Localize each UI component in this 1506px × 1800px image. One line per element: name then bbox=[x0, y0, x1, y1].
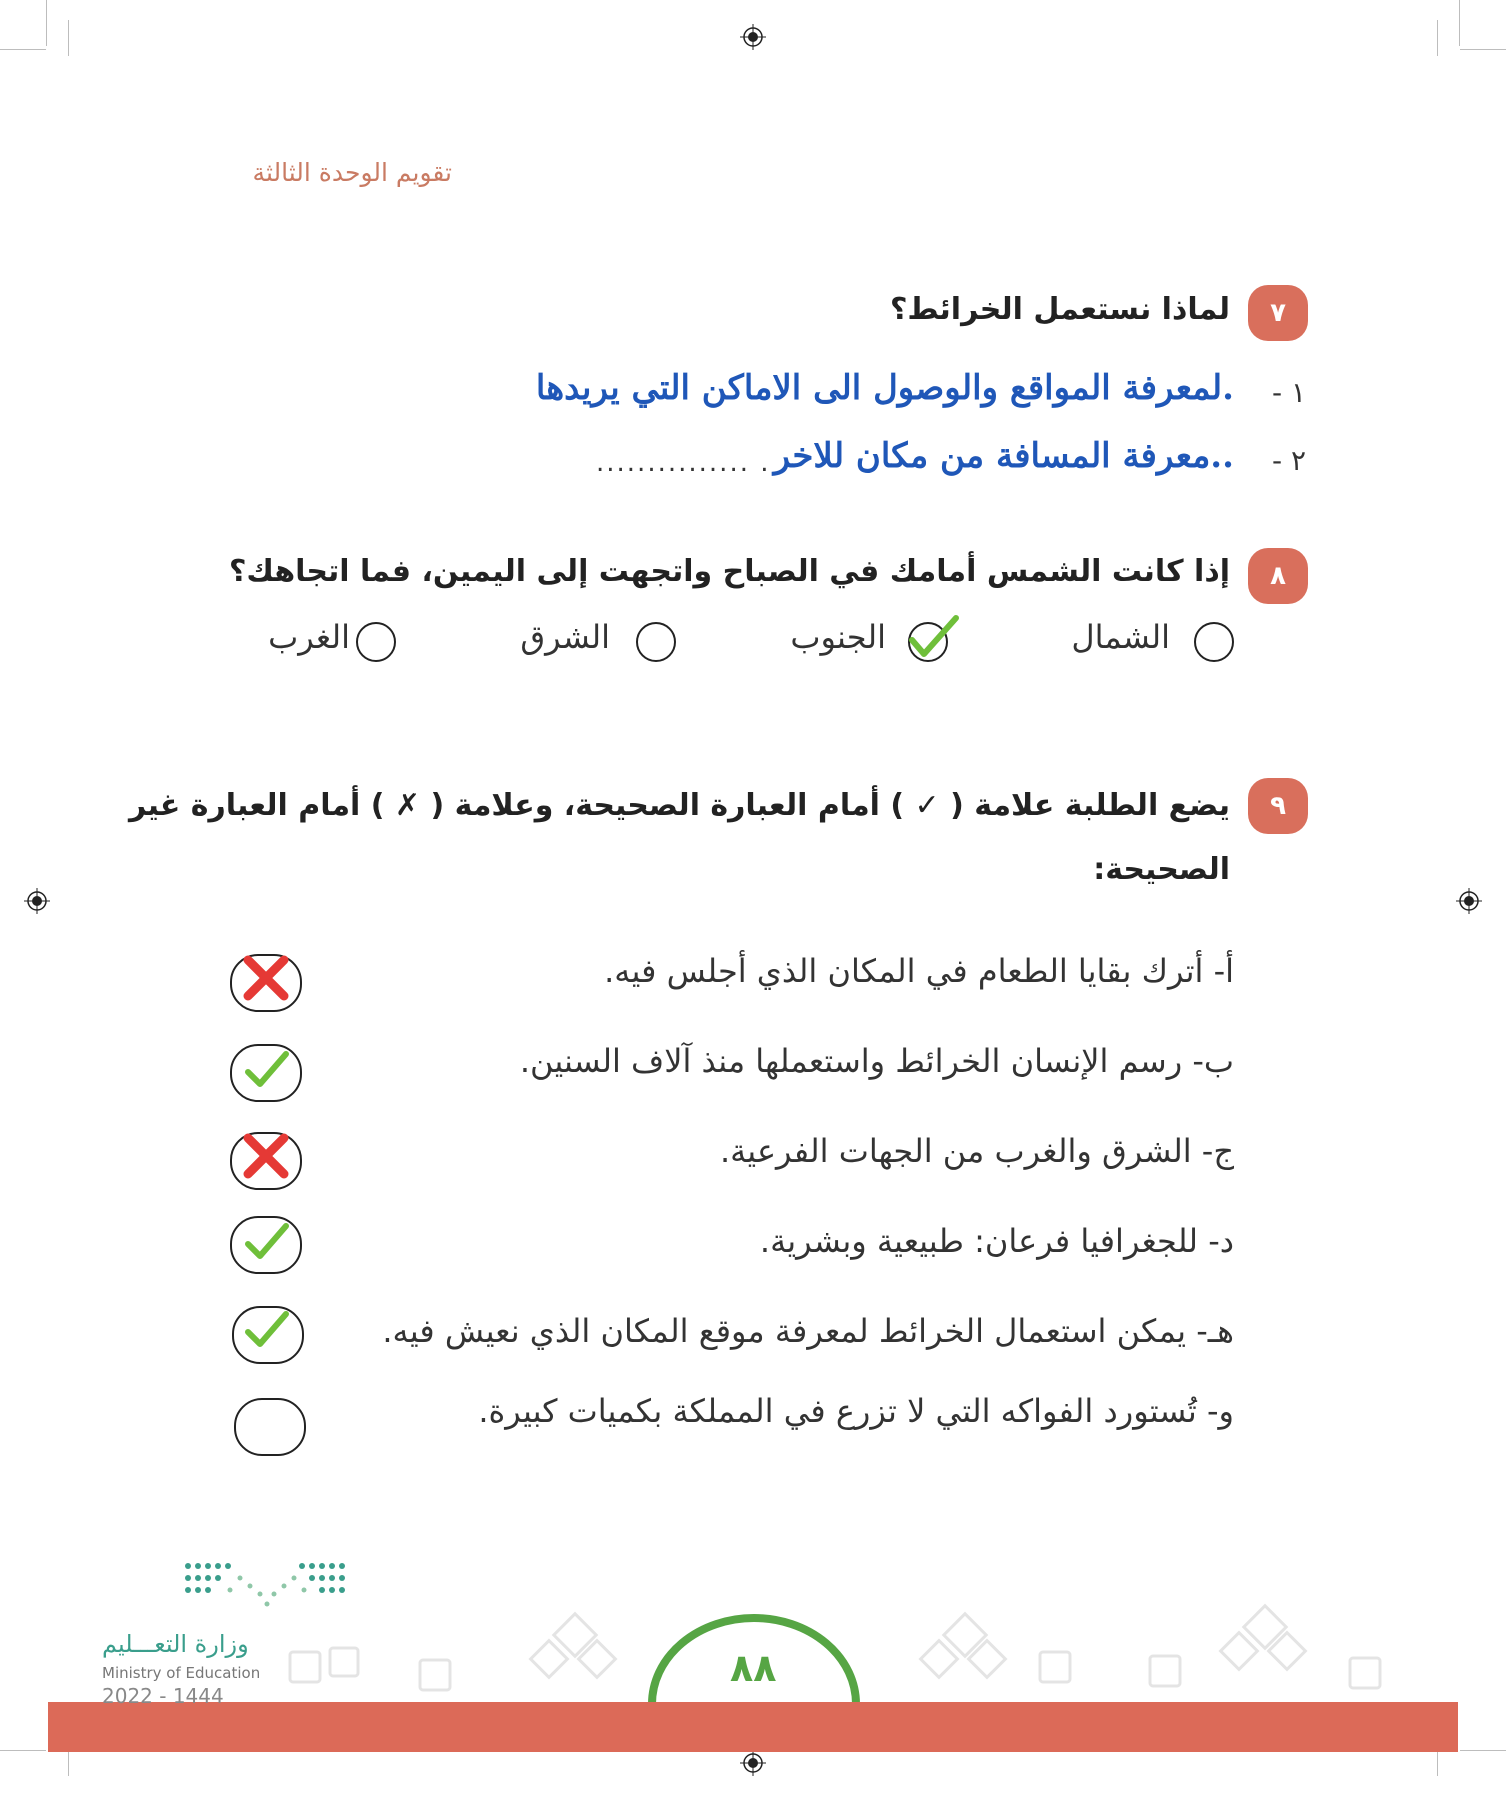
cross-icon bbox=[238, 1128, 294, 1184]
registration-mark-icon bbox=[1456, 888, 1482, 914]
crop-mark bbox=[1437, 20, 1438, 56]
cross-icon bbox=[238, 950, 294, 1006]
ministry-name-arabic: وزارة التعـــليم bbox=[102, 1630, 249, 1658]
option-east-label: الشرق bbox=[520, 618, 610, 656]
statement-b: ب- رسم الإنسان الخرائط واستعملها منذ آلاف السنين. bbox=[519, 1042, 1234, 1080]
check-icon bbox=[244, 1050, 290, 1090]
ministry-logo-icon bbox=[182, 1560, 352, 1616]
option-north-radio[interactable] bbox=[1194, 622, 1234, 662]
crop-mark bbox=[1460, 49, 1506, 50]
check-icon bbox=[244, 1310, 290, 1350]
crop-mark bbox=[1460, 1750, 1506, 1751]
statement-e: هـ- يمكن استعمال الخرائط لمعرفة موقع المكان الذي نعيش فيه. bbox=[382, 1312, 1234, 1350]
question-7-text: لماذا نستعمل الخرائط؟ bbox=[890, 292, 1230, 327]
answer-number: ١ - bbox=[1271, 376, 1306, 409]
statement-f: و- تُستورد الفواكه التي لا تزرع في المملكة بكميات كبيرة. bbox=[478, 1392, 1234, 1430]
question-9-instruction: يضع الطلبة علامة ( ✓ ) أمام العبارة الصحيحة، وعلامة ( ✗ ) أمام العبارة غير bbox=[128, 788, 1230, 823]
question-7-badge: ٧ bbox=[1248, 285, 1308, 341]
registration-mark-icon bbox=[24, 888, 50, 914]
answer-2-text: ..معرفة المسافة من مكان للاخر bbox=[773, 436, 1234, 476]
question-9-badge: ٩ bbox=[1248, 778, 1308, 834]
option-east-radio[interactable] bbox=[636, 622, 676, 662]
crop-mark bbox=[1459, 0, 1460, 46]
statement-a: أ- أترك بقايا الطعام في المكان الذي أجلس فيه. bbox=[604, 952, 1234, 990]
answer-2-dots: ............... . bbox=[596, 448, 771, 478]
answer-box-f[interactable] bbox=[234, 1398, 306, 1456]
question-8-text: إذا كانت الشمس أمامك في الصباح واتجهت إلى اليمين، فما اتجاهك؟ bbox=[228, 554, 1230, 589]
footer-bar bbox=[48, 1702, 1458, 1752]
check-icon bbox=[244, 1222, 290, 1262]
ministry-name-english: Ministry of Education bbox=[102, 1664, 261, 1682]
check-icon bbox=[902, 612, 962, 662]
crop-mark bbox=[68, 20, 69, 56]
registration-mark-icon bbox=[740, 1750, 766, 1776]
answer-1-text: .لمعرفة المواقع والوصول الى الاماكن التي يريدها bbox=[535, 368, 1234, 408]
edition-year: 2022 - 1444 bbox=[102, 1684, 224, 1708]
question-9-instruction-cont: الصحيحة: bbox=[1093, 852, 1230, 887]
option-south-label: الجنوب bbox=[790, 618, 886, 656]
option-west-radio[interactable] bbox=[356, 622, 396, 662]
option-west-label: الغرب bbox=[268, 618, 350, 656]
question-8-badge: ٨ bbox=[1248, 548, 1308, 604]
option-north-label: الشمال bbox=[1071, 618, 1170, 656]
registration-mark-icon bbox=[740, 24, 766, 50]
crop-mark bbox=[46, 0, 47, 46]
answer-number: ٢ - bbox=[1271, 444, 1306, 477]
crop-mark bbox=[0, 1750, 46, 1751]
statement-c: ج- الشرق والغرب من الجهات الفرعية. bbox=[719, 1132, 1234, 1170]
crop-mark bbox=[0, 49, 46, 50]
unit-title: تقويم الوحدة الثالثة bbox=[252, 158, 452, 187]
page-number: ٨٨ bbox=[730, 1646, 777, 1690]
statement-d: د- للجغرافيا فرعان: طبيعية وبشرية. bbox=[759, 1222, 1234, 1260]
